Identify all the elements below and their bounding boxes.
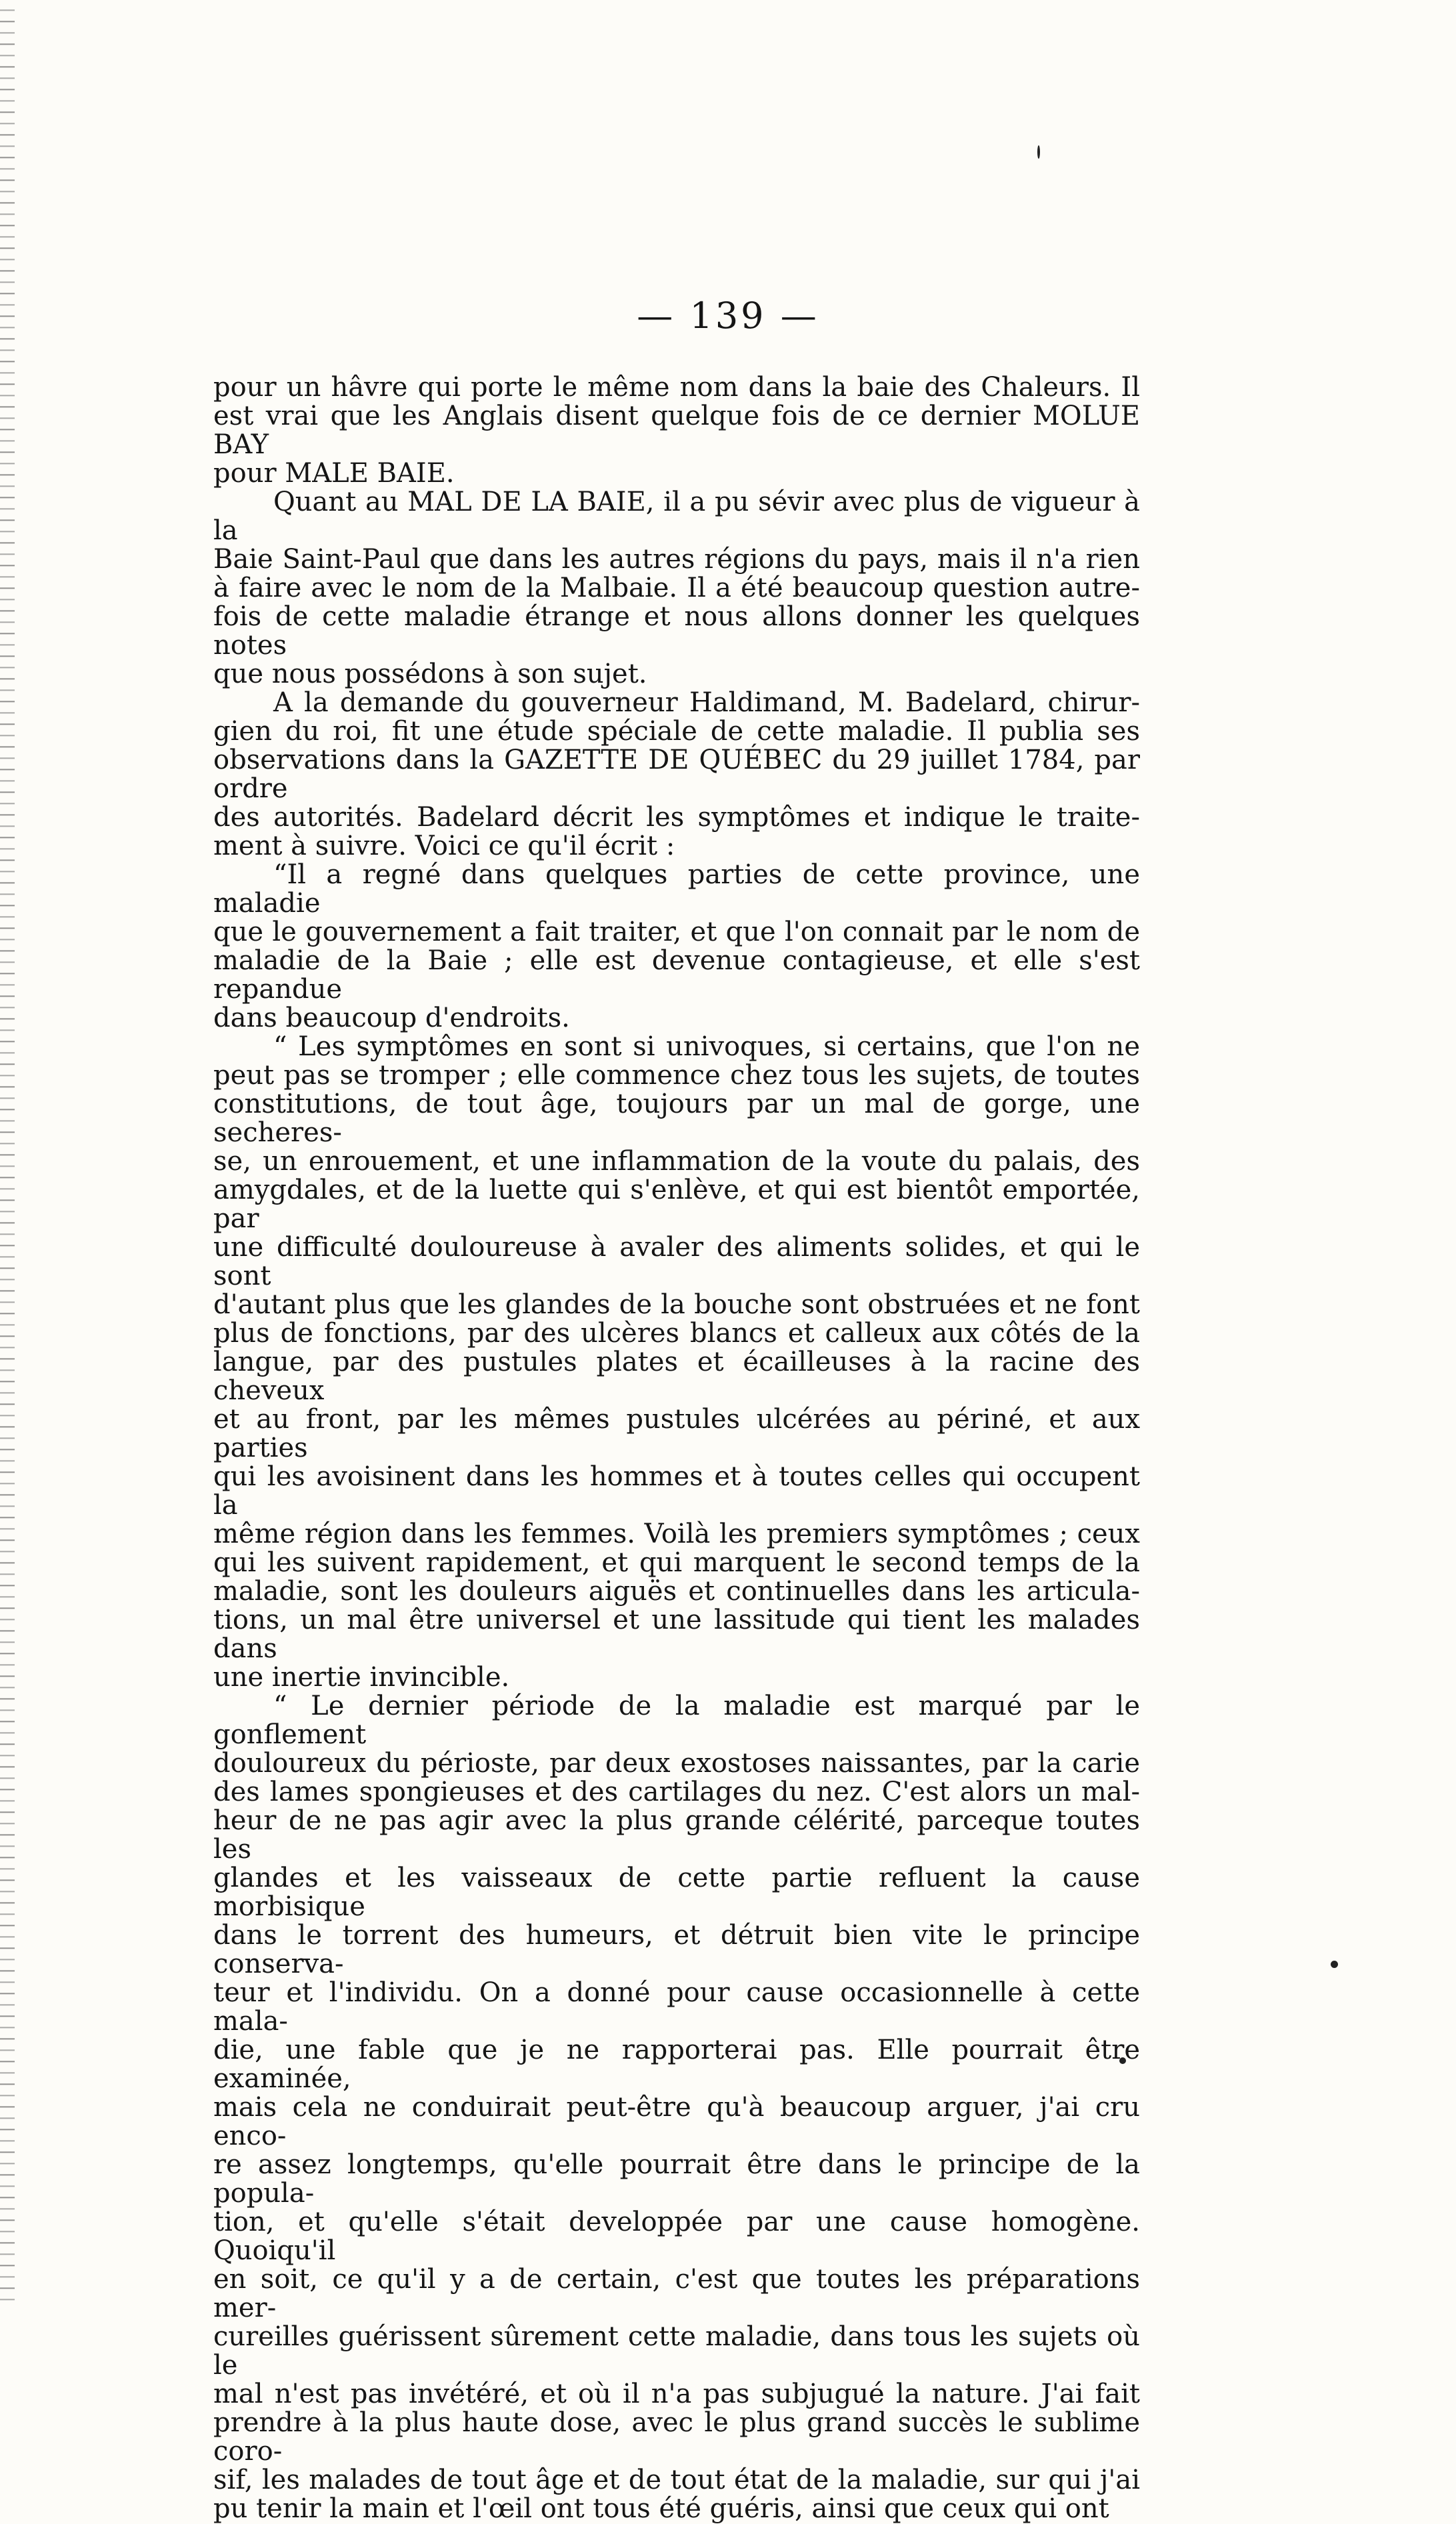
text-line: est vrai que les Anglais disent quelque fois de ce dernier MOLUE BAY <box>213 401 1140 460</box>
text-line: observations dans la GAZETTE DE QUÉBEC du 29 juillet 1784, par ordre <box>213 745 1140 804</box>
text-line: qui les avoisinent dans les hommes et à toutes celles qui occupent la <box>213 1461 1140 1521</box>
text-line: prendre à la plus haute dose, avec le plus grand succès le sublime coro- <box>213 2407 1140 2467</box>
text-line: peut pas se tromper ; elle commence chez tous les sujets, de toutes <box>213 1060 1140 1091</box>
text-line: ment à suivre. Voici ce qu'il écrit : <box>213 831 675 861</box>
text-line: cureilles guérissent sûrement cette maladie, dans tous les sujets où le <box>213 2321 1140 2381</box>
text-line: die, une fable que je ne rapporterai pas. Elle pourrait être examinée, <box>213 2035 1140 2094</box>
ink-speck <box>1037 145 1040 159</box>
text-line: teur et l'individu. On a donné pour cause occasionnelle à cette mala- <box>213 1977 1140 2037</box>
text-line: mal n'est pas invétéré, et où il n'a pas subjugué la nature. J'ai fait <box>213 2379 1140 2409</box>
text-line: qui les suivent rapidement, et qui marquent le second temps de la <box>213 1547 1140 1578</box>
text-line: sif, les malades de tout âge et de tout état de la maladie, sur qui j'ai <box>213 2465 1140 2495</box>
text-line: “ Les symptômes en sont si univoques, si certains, que l'on ne <box>273 1031 1140 1062</box>
text-line: des autorités. Badelard décrit les symptômes et indique le traite- <box>213 802 1140 833</box>
text-line: se, un enrouement, et une inflammation de la voute du palais, des <box>213 1146 1140 1177</box>
text-line: dans beaucoup d'endroits. <box>213 1003 570 1033</box>
binding-edge <box>0 0 15 2301</box>
text-line: mais cela ne conduirait peut-être qu'à beaucoup arguer, j'ai cru enco- <box>213 2092 1140 2151</box>
text-line: pu tenir la main et l'œil ont tous été guéris, ainsi que ceux qui ont <box>213 2493 1109 2524</box>
text-line: pour un hâvre qui porte le même nom dans la baie des Chaleurs. Il <box>213 372 1140 403</box>
text-line: plus de fonctions, par des ulcères blancs et calleux aux côtés de la <box>213 1318 1140 1349</box>
text-line: d'autant plus que les glandes de la bouche sont obstruées et ne font <box>213 1289 1140 1320</box>
text-line: tion, et qu'elle s'était developpée par une cause homogène. Quoiqu'il <box>213 2207 1140 2266</box>
paragraph <box>213 689 1140 861</box>
page-number: — 139 — <box>637 295 819 337</box>
text-line: une inertie invincible. <box>213 1662 510 1693</box>
text-line: re assez longtemps, qu'elle pourrait être dans le principe de la popula- <box>213 2149 1140 2209</box>
text-line: “ Le dernier période de la maladie est marqué par le gonflement <box>213 1691 1140 1750</box>
text-line: même région dans les femmes. Voilà les premiers symptômes ; ceux <box>213 1519 1140 1549</box>
text-line: pour MALE BAIE. <box>213 458 455 489</box>
text-line: tions, un mal être universel et une lassitude qui tient les malades dans <box>213 1605 1140 1664</box>
text-line: maladie de la Baie ; elle est devenue contagieuse, et elle s'est repandue <box>213 945 1140 1005</box>
text-line: maladie, sont les douleurs aiguës et continuelles dans les articula- <box>213 1576 1140 1607</box>
text-line: en soit, ce qu'il y a de certain, c'est que toutes les préparations mer- <box>213 2264 1140 2323</box>
paragraph <box>213 1033 1140 1692</box>
text-line: constitutions, de tout âge, toujours par un mal de gorge, une secheres- <box>213 1089 1140 1148</box>
text-line: Baie Saint-Paul que dans les autres régions du pays, mais il n'a rien <box>213 544 1140 575</box>
text-line: glandes et les vaisseaux de cette partie refluent la cause morbisique <box>213 1863 1140 1922</box>
paragraph <box>213 488 1140 689</box>
text-line: et au front, par les mêmes pustules ulcérées au périné, et aux parties <box>213 1404 1140 1463</box>
text-line: fois de cette maladie étrange et nous allons donner les quelques notes <box>213 601 1140 661</box>
paragraph <box>213 373 1140 488</box>
text-line: amygdales, et de la luette qui s'enlève, et qui est bientôt emportée, par <box>213 1175 1140 1234</box>
text-line: gien du roi, fit une étude spéciale de cette maladie. Il publia ses <box>213 716 1140 747</box>
text-line: dans le torrent des humeurs, et détruit bien vite le principe conserva- <box>213 1920 1140 1979</box>
text-line: des lames spongieuses et des cartilages du nez. C'est alors un mal- <box>213 1777 1140 1807</box>
text-line: à faire avec le nom de la Malbaie. Il a été beaucoup question autre- <box>213 573 1140 603</box>
text-line: douloureux du périoste, par deux exostoses naissantes, par la carie <box>213 1748 1140 1779</box>
paragraph <box>213 861 1140 1033</box>
text-line: que nous possédons à son sujet. <box>213 659 647 689</box>
text-line: “Il a regné dans quelques parties de cette province, une maladie <box>213 859 1140 919</box>
ink-speck <box>1331 1961 1338 1968</box>
text-line: une difficulté douloureuse à avaler des aliments solides, et qui le sont <box>213 1232 1140 1291</box>
text-line: A la demande du gouverneur Haldimand, M. Badelard, chirur- <box>273 687 1140 718</box>
text-line: que le gouvernement a fait traiter, et que l'on connait par le nom de <box>213 917 1140 947</box>
text-line: Quant au MAL DE LA BAIE, il a pu sévir avec plus de vigueur à la <box>213 487 1140 546</box>
paragraph <box>213 1692 1140 2523</box>
text-line: heur de ne pas agir avec la plus grande célérité, parceque toutes les <box>213 1805 1140 1865</box>
text-line: langue, par des pustules plates et écailleuses à la racine des cheveux <box>213 1347 1140 1406</box>
body-text <box>213 373 1140 2523</box>
